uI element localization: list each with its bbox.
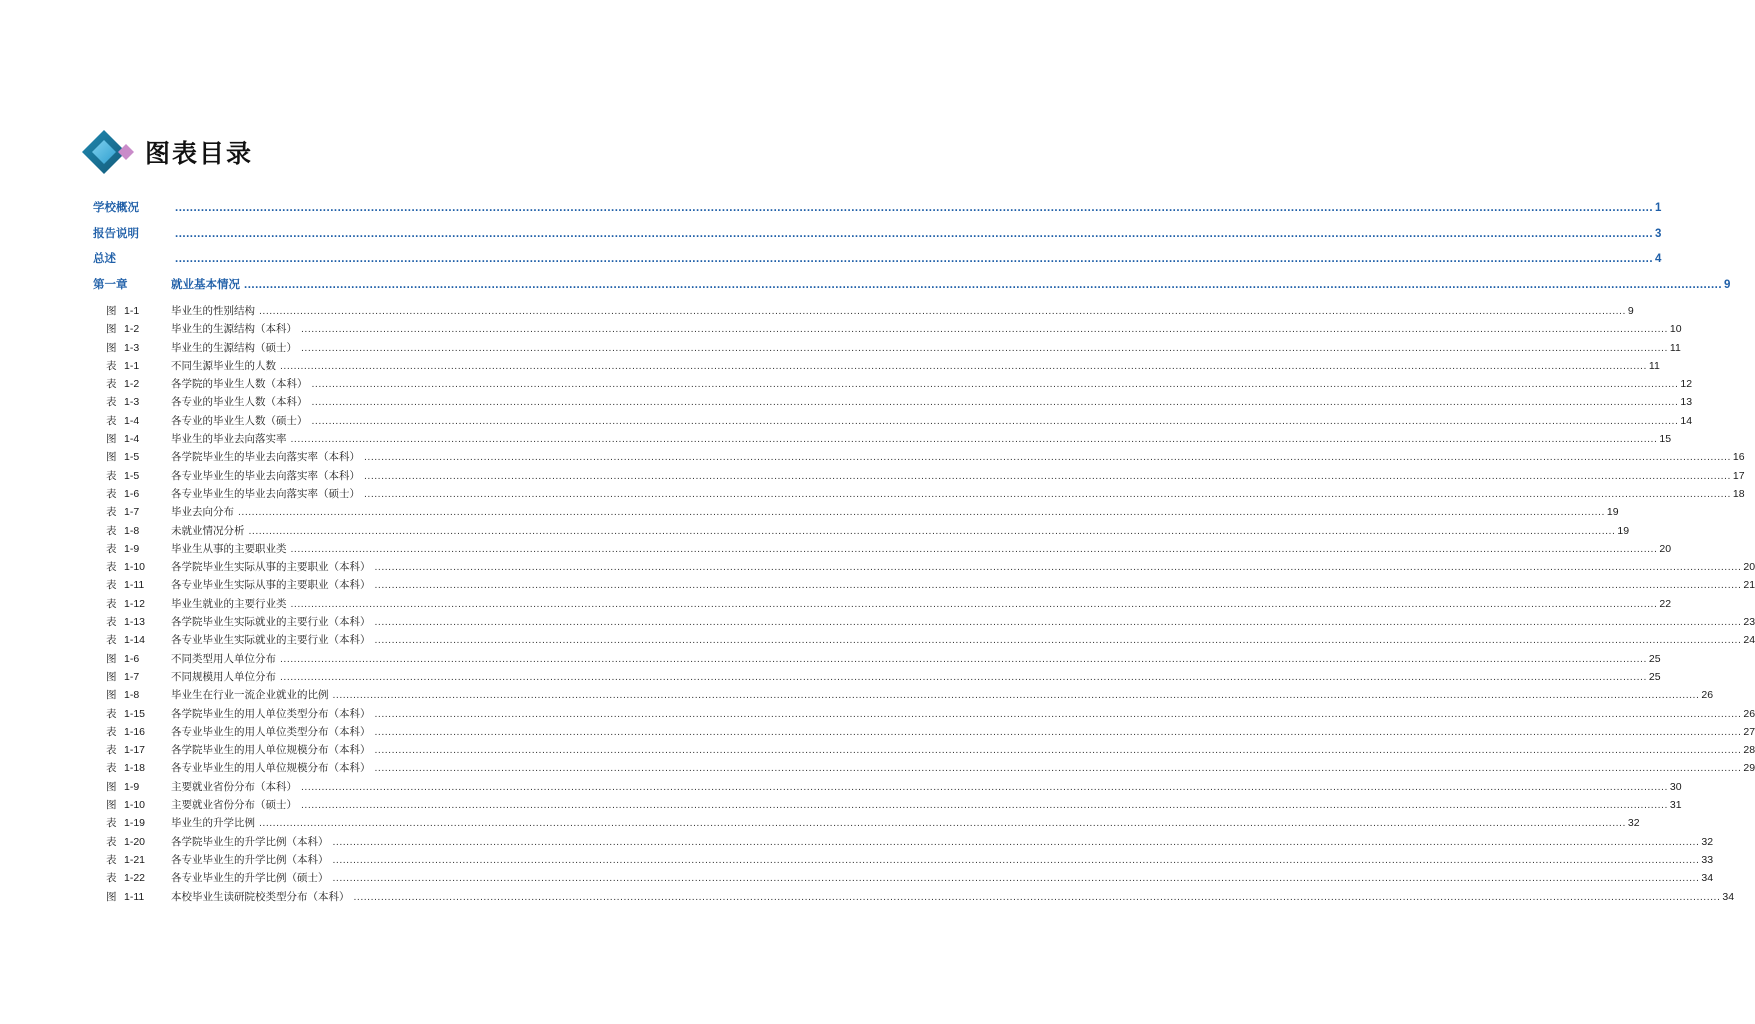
toc-entry-row[interactable] (93, 596, 1672, 614)
dot-leader: ................................................................................................................................................................................................................................................................................................................................................................................................................ (248, 524, 1616, 537)
page-number: 11 (1648, 359, 1660, 372)
entry-title: 未就业情况分析 (171, 524, 245, 537)
entry-kind: 表 (106, 707, 117, 720)
page-number: 28 (1743, 744, 1755, 757)
page-number: 18 (1732, 487, 1745, 500)
entry-title: 毕业生从事的主要职业类 (171, 542, 287, 555)
entry-number: 1-12 (124, 597, 146, 610)
entry-kind: 图 (106, 799, 117, 812)
dot-leader: ................................................................................................................................................................................................................................................................................................................................................................................................................ (175, 253, 1654, 265)
toc-entry-row[interactable] (93, 340, 1681, 358)
toc-entry-row[interactable] (93, 559, 1755, 577)
toc-entry-row[interactable] (93, 303, 1634, 321)
page-number: 31 (1669, 799, 1682, 812)
toc-entry-row[interactable] (93, 376, 1693, 394)
page-number: 16 (1732, 451, 1745, 464)
dot-leader: ................................................................................................................................................................................................................................................................................................................................................................................................................ (332, 835, 1700, 848)
entry-kind: 表 (106, 469, 117, 482)
entry-number: 1-4 (124, 414, 140, 427)
entry-number: 1-16 (124, 725, 146, 738)
dot-leader: ................................................................................................................................................................................................................................................................................................................................................................................................................ (374, 561, 1742, 574)
entry-kind: 图 (106, 670, 117, 683)
section-title: 就业基本情况 (171, 276, 240, 291)
entry-kind: 表 (106, 762, 117, 775)
entry-kind: 表 (106, 853, 117, 866)
dot-leader: ................................................................................................................................................................................................................................................................................................................................................................................................................ (374, 707, 1742, 720)
toc-entry-row[interactable] (93, 797, 1682, 815)
entry-number: 1-2 (124, 323, 140, 336)
entry-kind: 表 (106, 744, 117, 757)
entry-kind: 表 (106, 487, 117, 500)
entry-number: 1-15 (124, 707, 146, 720)
page-header (82, 128, 382, 176)
entry-number: 1-17 (124, 744, 146, 757)
entry-number: 1-6 (124, 487, 140, 500)
page-number: 19 (1606, 506, 1619, 519)
entry-kind: 图 (106, 689, 117, 702)
entry-title: 不同规模用人单位分布 (171, 670, 276, 683)
toc-entry-row[interactable] (93, 431, 1672, 449)
entry-kind: 表 (106, 725, 117, 738)
page-number: 17 (1732, 469, 1745, 482)
page-number: 20 (1743, 561, 1755, 574)
dot-leader: ................................................................................................................................................................................................................................................................................................................................................................................................................ (332, 853, 1700, 866)
dot-leader: ................................................................................................................................................................................................................................................................................................................................................................................................................ (374, 744, 1742, 757)
page-title: 图表目录 (145, 139, 254, 168)
entry-title: 各学院毕业生的用人单位类型分布（本科） (171, 707, 371, 720)
toc-entry-row[interactable] (93, 779, 1682, 797)
toc-entry-row[interactable] (93, 760, 1755, 778)
dot-leader: ................................................................................................................................................................................................................................................................................................................................................................................................................ (311, 414, 1679, 427)
toc-entry-row[interactable] (93, 687, 1714, 705)
entry-kind: 图 (106, 341, 117, 354)
entry-title: 各专业的毕业生人数（硕士） (171, 414, 308, 427)
entry-number: 1-5 (124, 469, 140, 482)
entry-kind: 表 (106, 542, 117, 555)
entry-kind: 表 (106, 616, 117, 629)
dot-leader: ................................................................................................................................................................................................................................................................................................................................................................................................................ (280, 670, 1647, 683)
dot-leader: ................................................................................................................................................................................................................................................................................................................................................................................................................ (280, 652, 1647, 665)
page-number: 10 (1669, 323, 1682, 336)
toc-entry-row[interactable] (93, 632, 1755, 650)
toc-entry-row[interactable] (93, 449, 1745, 467)
entry-number: 1-18 (124, 762, 146, 775)
dot-leader: ................................................................................................................................................................................................................................................................................................................................................................................................................ (175, 202, 1654, 214)
entry-title: 主要就业省份分布（本科） (171, 780, 297, 793)
dot-leader: ................................................................................................................................................................................................................................................................................................................................................................................................................ (290, 542, 1658, 555)
page-number: 11 (1669, 341, 1681, 354)
toc-entry-row[interactable] (93, 651, 1661, 669)
page-number: 34 (1701, 872, 1714, 885)
dot-leader: ................................................................................................................................................................................................................................................................................................................................................................................................................ (374, 762, 1742, 775)
entry-title: 各学院毕业生的毕业去向落实率（本科） (171, 451, 360, 464)
section-label: 报告说明 (93, 225, 139, 240)
page-number: 12 (1680, 378, 1693, 391)
dot-leader: ................................................................................................................................................................................................................................................................................................................................................................................................................ (374, 634, 1742, 647)
page-number: 26 (1701, 689, 1714, 702)
entry-kind: 图 (106, 433, 117, 446)
toc-section-row[interactable] (93, 250, 1662, 276)
entry-title: 毕业生的生源结构（本科） (171, 323, 297, 336)
entry-title: 毕业生的升学比例 (171, 817, 255, 830)
dot-leader: ................................................................................................................................................................................................................................................................................................................................................................................................................ (301, 341, 1668, 354)
entry-title: 各学院毕业生的用人单位规模分布（本科） (171, 744, 371, 757)
page-number: 22 (1659, 597, 1672, 610)
entry-kind: 图 (106, 652, 117, 665)
toc-section-row[interactable] (93, 276, 1731, 302)
page-number: 14 (1680, 414, 1693, 427)
dot-leader: ................................................................................................................................................................................................................................................................................................................................................................................................................ (353, 890, 1721, 903)
entry-number: 1-19 (124, 817, 146, 830)
toc-entry-row[interactable] (93, 523, 1630, 541)
dot-leader: ................................................................................................................................................................................................................................................................................................................................................................................................................ (175, 227, 1654, 240)
dot-leader: ................................................................................................................................................................................................................................................................................................................................................................................................................ (311, 378, 1679, 391)
page-number: 9 (1627, 305, 1634, 317)
entry-kind: 表 (106, 597, 117, 610)
entry-kind: 表 (106, 634, 117, 647)
entry-title: 各专业毕业生的毕业去向落实率（本科） (171, 469, 360, 482)
diamond-logo-icon (82, 128, 142, 176)
entry-kind: 表 (106, 396, 117, 409)
entry-number: 1-14 (124, 634, 146, 647)
dot-leader: ................................................................................................................................................................................................................................................................................................................................................................................................................ (364, 469, 1731, 482)
toc-section-row[interactable] (93, 225, 1662, 251)
entry-title: 毕业生就业的主要行业类 (171, 597, 287, 610)
entry-number: 1-9 (124, 780, 140, 793)
entry-number: 1-7 (124, 506, 140, 519)
dot-leader: ................................................................................................................................................................................................................................................................................................................................................................................................................ (290, 597, 1658, 610)
entry-kind: 表 (106, 872, 117, 885)
page-number: 27 (1743, 725, 1755, 738)
entry-number: 1-13 (124, 616, 146, 629)
dot-leader: ................................................................................................................................................................................................................................................................................................................................................................................................................ (332, 872, 1700, 885)
entry-title: 各学院毕业生实际就业的主要行业（本科） (171, 616, 371, 629)
entry-title: 不同生源毕业生的人数 (171, 359, 276, 372)
page-number: 3 (1655, 227, 1662, 240)
page-number: 15 (1659, 433, 1672, 446)
entry-title: 各学院毕业生实际从事的主要职业（本科） (171, 561, 371, 574)
entry-number: 1-8 (124, 689, 140, 702)
entry-title: 各专业毕业生的升学比例（本科） (171, 853, 329, 866)
entry-title: 主要就业省份分布（硕士） (171, 799, 297, 812)
toc-entry-row[interactable] (93, 577, 1755, 595)
entry-title: 各专业毕业生的升学比例（硕士） (171, 872, 329, 885)
entry-title: 各专业毕业生实际就业的主要行业（本科） (171, 634, 371, 647)
dot-leader: ................................................................................................................................................................................................................................................................................................................................................................................................................ (259, 817, 1626, 830)
toc-section-row[interactable] (93, 199, 1662, 225)
toc-entry-row[interactable] (93, 486, 1745, 504)
page-number: 25 (1648, 652, 1661, 665)
entry-number: 1-11 (124, 890, 145, 903)
entry-title: 各专业毕业生的用人单位规模分布（本科） (171, 762, 371, 775)
toc-entry-row[interactable] (93, 669, 1661, 687)
entry-title: 毕业生的毕业去向落实率 (171, 433, 287, 446)
page-number: 20 (1659, 542, 1672, 555)
section-label: 第一章 (93, 276, 128, 291)
entry-title: 毕业生的性别结构 (171, 305, 255, 317)
entry-number: 1-3 (124, 341, 140, 354)
toc-entry-row[interactable] (93, 394, 1693, 412)
entry-number: 1-8 (124, 524, 140, 537)
table-of-contents (93, 199, 1755, 907)
dot-leader: ................................................................................................................................................................................................................................................................................................................................................................................................................ (280, 359, 1647, 372)
page-number: 23 (1743, 616, 1755, 629)
dot-leader: ................................................................................................................................................................................................................................................................................................................................................................................................................ (244, 278, 1723, 291)
entry-kind: 表 (106, 506, 117, 519)
entry-number: 1-21 (124, 853, 146, 866)
entry-title: 毕业生在行业一流企业就业的比例 (171, 689, 329, 702)
dot-leader: ................................................................................................................................................................................................................................................................................................................................................................................................................ (301, 780, 1668, 793)
toc-entry-row[interactable] (93, 724, 1755, 742)
page-number: 25 (1648, 670, 1661, 683)
dot-leader: ................................................................................................................................................................................................................................................................................................................................................................................................................ (374, 725, 1742, 738)
dot-leader: ................................................................................................................................................................................................................................................................................................................................................................................................................ (364, 487, 1731, 500)
page-number: 9 (1724, 278, 1731, 291)
toc-entry-row[interactable] (93, 358, 1660, 376)
toc-entry-row[interactable] (93, 468, 1745, 486)
page-number: 21 (1743, 579, 1755, 592)
dot-leader: ................................................................................................................................................................................................................................................................................................................................................................................................................ (301, 323, 1668, 336)
page-number: 24 (1743, 634, 1755, 647)
dot-leader: ................................................................................................................................................................................................................................................................................................................................................................................................................ (238, 506, 1605, 519)
toc-entry-row[interactable] (93, 852, 1714, 870)
entry-kind: 图 (106, 305, 117, 317)
dot-leader: ................................................................................................................................................................................................................................................................................................................................................................................................................ (374, 616, 1742, 629)
toc-entry-row[interactable] (93, 815, 1640, 833)
entry-kind: 图 (106, 890, 117, 903)
entry-title: 各专业毕业生实际从事的主要职业（本科） (171, 579, 371, 592)
toc-entry-row[interactable] (93, 413, 1693, 431)
entry-kind: 图 (106, 780, 117, 793)
entry-title: 各专业毕业生的用人单位类型分布（本科） (171, 725, 371, 738)
entry-kind: 表 (106, 524, 117, 537)
page-number: 26 (1743, 707, 1755, 720)
entry-number: 1-11 (124, 579, 145, 592)
entry-number: 1-5 (124, 451, 140, 464)
entry-kind: 表 (106, 561, 117, 574)
entry-title: 各专业的毕业生人数（本科） (171, 396, 308, 409)
section-label: 学校概况 (93, 200, 139, 214)
toc-entry-row[interactable] (93, 706, 1755, 724)
entry-number: 1-9 (124, 542, 140, 555)
entry-title: 毕业去向分布 (171, 506, 234, 519)
toc-entry-row[interactable] (93, 614, 1755, 632)
entry-number: 1-7 (124, 670, 140, 683)
page-number: 4 (1655, 253, 1662, 265)
toc-entry-row[interactable] (93, 834, 1714, 852)
entry-title: 各学院的毕业生人数（本科） (171, 378, 308, 391)
page-number: 32 (1627, 817, 1640, 830)
page-number: 13 (1680, 396, 1693, 409)
dot-leader: ................................................................................................................................................................................................................................................................................................................................................................................................................ (332, 689, 1700, 702)
entry-kind: 表 (106, 359, 117, 372)
entry-kind: 图 (106, 451, 117, 464)
entry-kind: 表 (106, 414, 117, 427)
entry-number: 1-22 (124, 872, 146, 885)
entry-number: 1-3 (124, 396, 140, 409)
section-label: 总述 (93, 251, 116, 265)
entry-kind: 表 (106, 378, 117, 391)
page-number: 32 (1701, 835, 1714, 848)
dot-leader: ................................................................................................................................................................................................................................................................................................................................................................................................................ (311, 396, 1679, 409)
entry-kind: 表 (106, 835, 117, 848)
toc-entry-row[interactable] (93, 541, 1672, 559)
entry-number: 1-20 (124, 835, 146, 848)
page-number: 34 (1722, 890, 1735, 903)
dot-leader: ................................................................................................................................................................................................................................................................................................................................................................................................................ (290, 433, 1658, 446)
entry-kind: 表 (106, 817, 117, 830)
entry-number: 1-10 (124, 799, 146, 812)
dot-leader: ................................................................................................................................................................................................................................................................................................................................................................................................................ (301, 799, 1668, 812)
entry-title: 本校毕业生读研院校类型分布（本科） (171, 890, 350, 903)
entry-number: 1-2 (124, 378, 140, 391)
dot-leader: ................................................................................................................................................................................................................................................................................................................................................................................................................ (374, 579, 1742, 592)
entry-title: 毕业生的生源结构（硕士） (171, 341, 297, 354)
entry-number: 1-6 (124, 652, 140, 665)
toc-entry-row[interactable] (93, 870, 1714, 888)
page-number: 33 (1701, 853, 1714, 866)
entry-kind: 图 (106, 323, 117, 336)
dot-leader: ................................................................................................................................................................................................................................................................................................................................................................................................................ (259, 305, 1626, 317)
dot-leader: ................................................................................................................................................................................................................................................................................................................................................................................................................ (364, 451, 1731, 464)
entry-number: 1-1 (124, 305, 140, 317)
entry-title: 不同类型用人单位分布 (171, 652, 276, 665)
toc-entry-row[interactable] (93, 504, 1619, 522)
entry-kind: 表 (106, 579, 117, 592)
entry-title: 各专业毕业生的毕业去向落实率（硕士） (171, 487, 360, 500)
entry-title: 各学院毕业生的升学比例（本科） (171, 835, 329, 848)
page-number: 30 (1669, 780, 1682, 793)
page-number: 1 (1655, 202, 1662, 214)
toc-entry-row[interactable] (93, 889, 1735, 907)
toc-entry-row[interactable] (93, 321, 1682, 339)
page-number: 19 (1617, 524, 1630, 537)
entry-number: 1-10 (124, 561, 146, 574)
page-number: 29 (1743, 762, 1755, 775)
entry-number: 1-1 (124, 359, 140, 372)
entry-number: 1-4 (124, 433, 140, 446)
toc-entry-row[interactable] (93, 742, 1755, 760)
